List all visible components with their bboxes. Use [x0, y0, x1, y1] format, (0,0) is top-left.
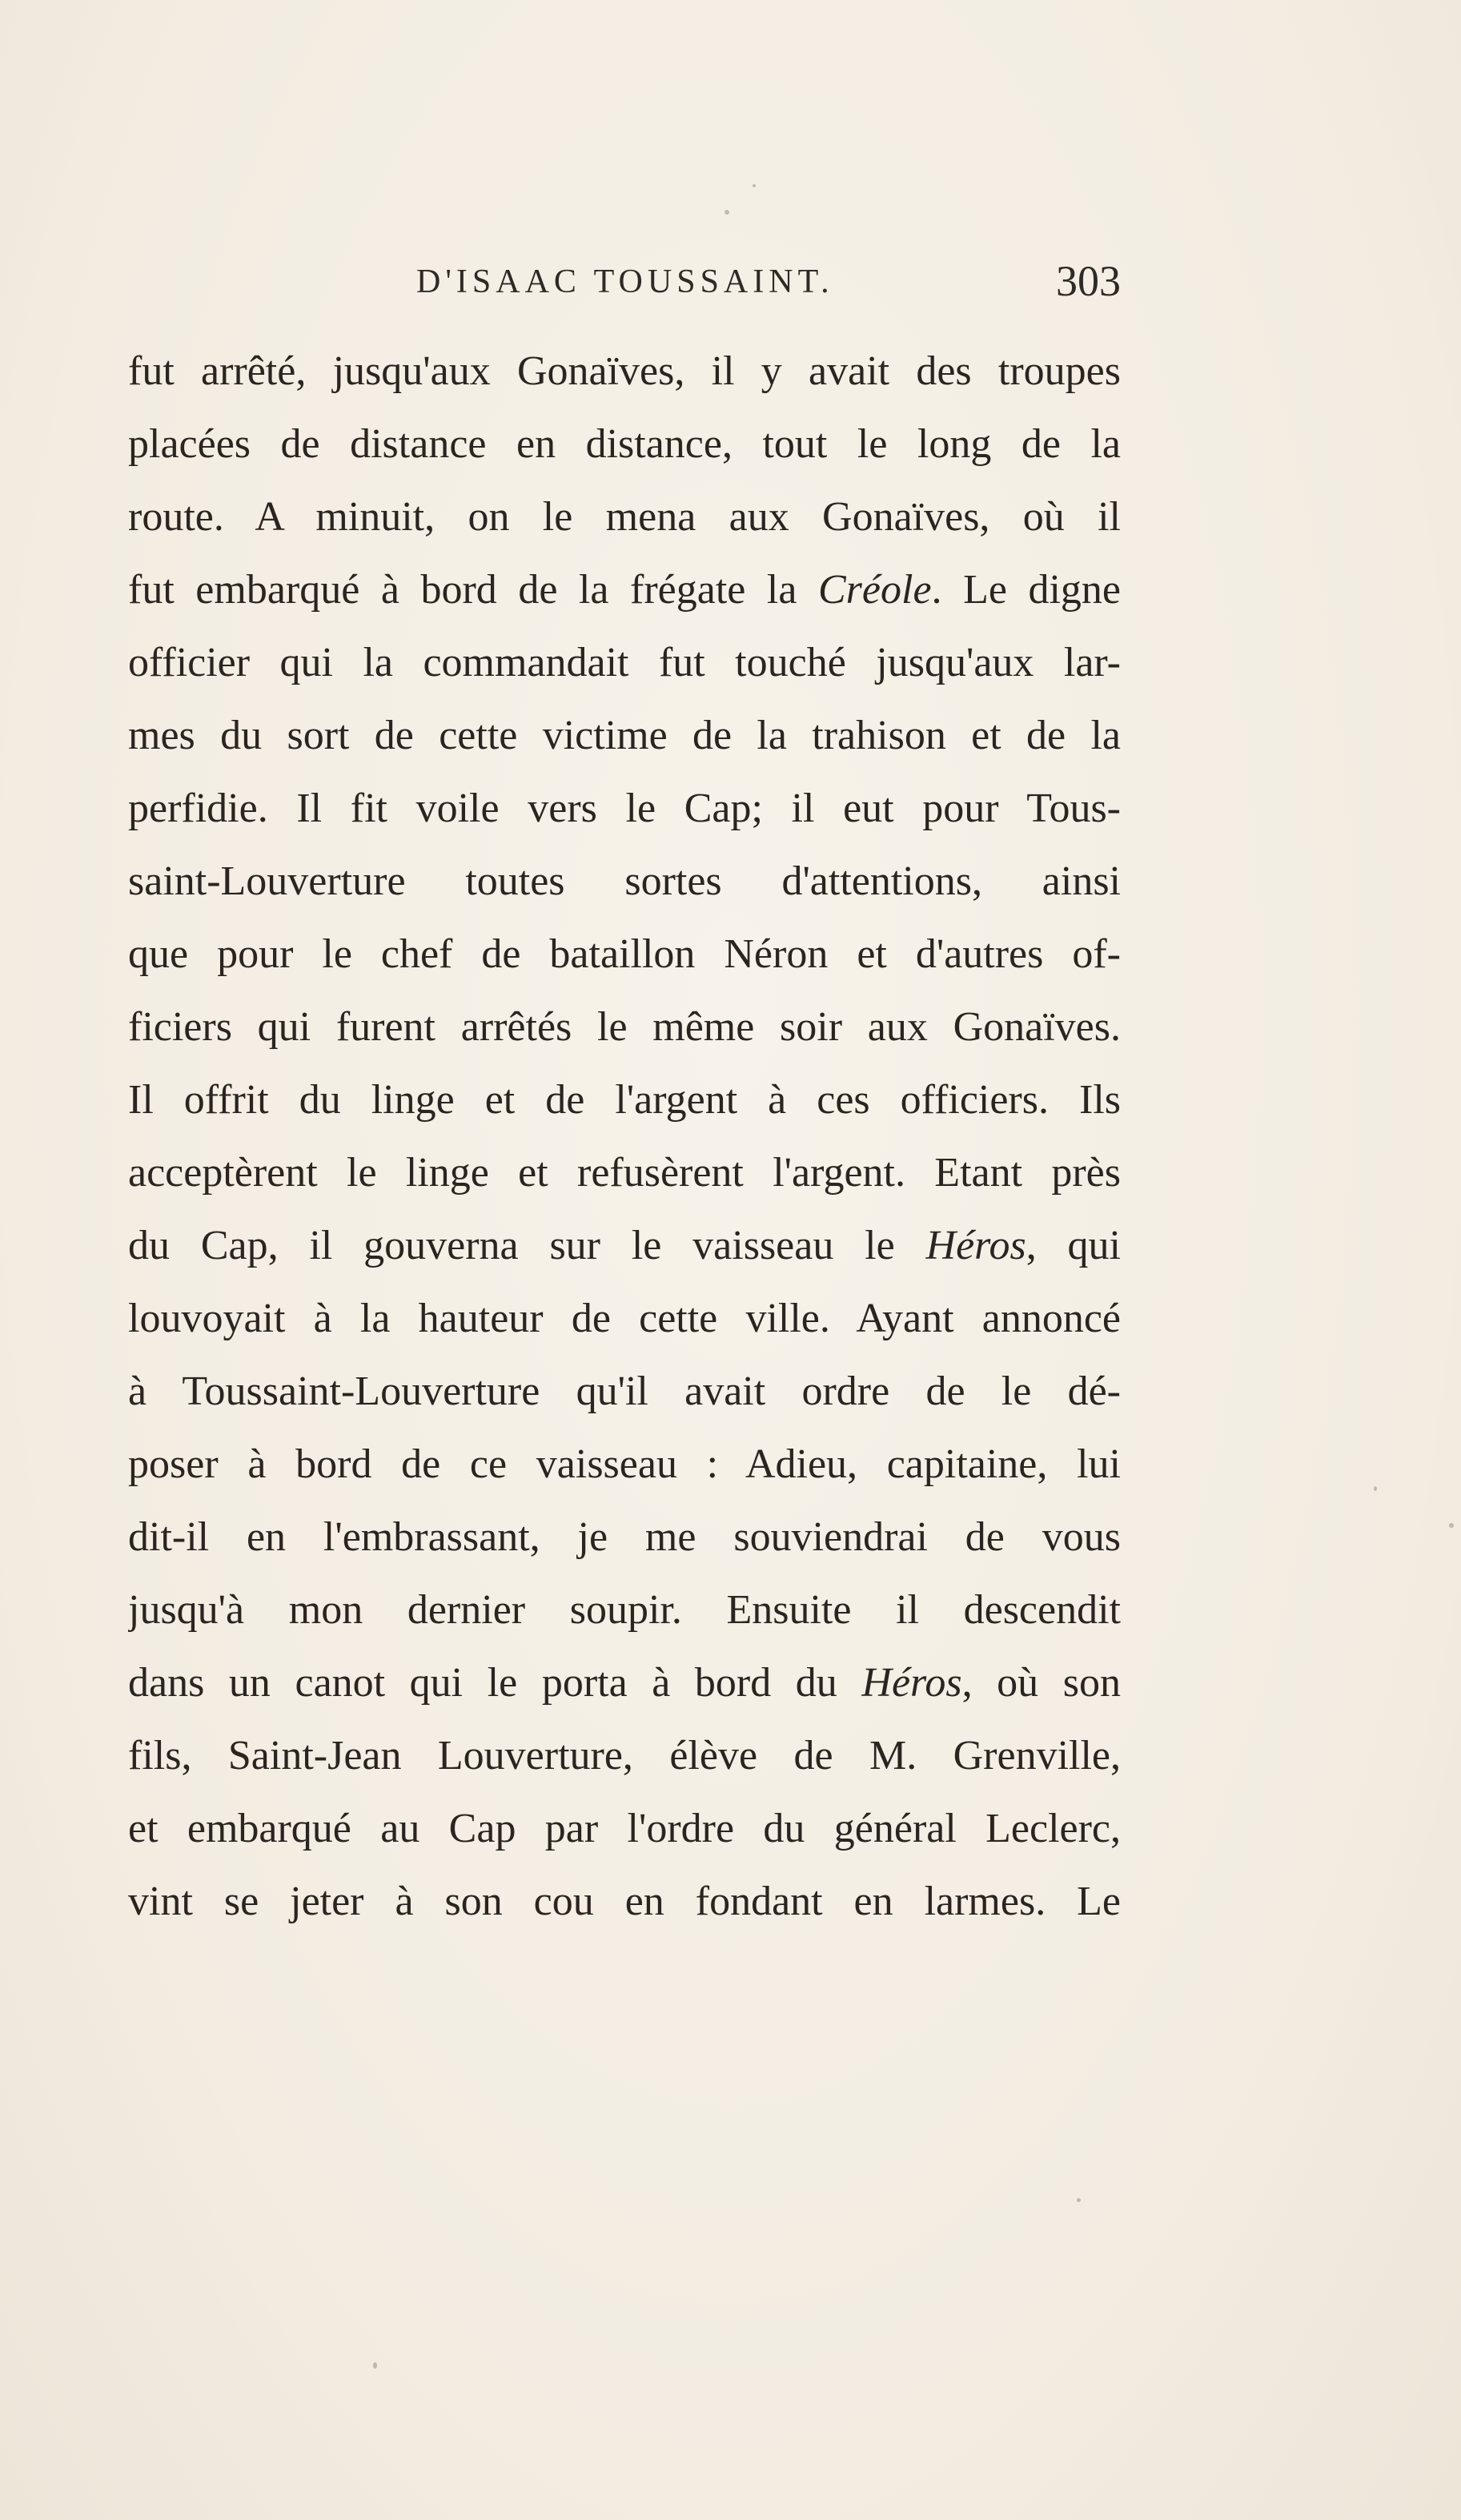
text-line-segment: route. A minuit, on le mena aux Gonaïves, où il: [128, 494, 1121, 540]
text-line-segment: dans un canot qui le porta à bord du: [128, 1660, 862, 1706]
text-line-segment: , où son: [961, 1660, 1121, 1706]
text-line-segment: que pour le chef de bataillon Néron et d'autres of-: [128, 931, 1121, 977]
text-line: [128, 772, 1121, 845]
text-line: [128, 1573, 1121, 1646]
text-line: [128, 918, 1121, 991]
text-line: [128, 1792, 1121, 1865]
text-line: [128, 1719, 1121, 1792]
running-head-title: D'ISAAC TOUSSAINT.: [416, 263, 834, 300]
text-line: [128, 1501, 1121, 1573]
text-line: [128, 1136, 1121, 1209]
text-line: [128, 480, 1121, 553]
text-line: [128, 1209, 1121, 1282]
running-head: [128, 256, 1121, 312]
paper-speck: [724, 210, 729, 215]
paper-speck: [1374, 1486, 1377, 1491]
italic-ship-name: Héros: [861, 1660, 962, 1706]
text-line-segment: fut arrêté, jusqu'aux Gonaïves, il y avait des troupes: [128, 348, 1121, 394]
text-line: [128, 991, 1121, 1063]
text-line: [128, 1355, 1121, 1428]
text-line-segment: jusqu'à mon dernier soupir. Ensuite il descendit: [128, 1587, 1121, 1633]
text-line: [128, 408, 1121, 480]
text-line-segment: ficiers qui furent arrêtés le même soir aux Gonaïves.: [128, 1004, 1121, 1050]
text-line: [128, 335, 1121, 408]
text-line-segment: perfidie. Il fit voile vers le Cap; il eut pour Tous-: [128, 786, 1121, 831]
text-line: [128, 845, 1121, 918]
text-line-segment: officier qui la commandait fut touché jusqu'aux lar-: [128, 640, 1121, 685]
text-line-segment: . Le digne: [931, 567, 1121, 613]
text-line-segment: vint se jeter à son cou en fondant en larmes. Le: [128, 1879, 1121, 1924]
text-line-segment: louvoyait à la hauteur de cette ville. Ayant annoncé: [128, 1296, 1121, 1341]
text-line-segment: du Cap, il gouverna sur le vaisseau le: [128, 1223, 926, 1268]
text-line-segment: mes du sort de cette victime de la trahison et de la: [128, 713, 1121, 758]
text-line-segment: Il offrit du linge et de l'argent à ces officiers. Ils: [128, 1077, 1121, 1123]
text-line: [128, 1646, 1121, 1719]
text-line: [128, 553, 1121, 626]
text-line-segment: et embarqué au Cap par l'ordre du général Leclerc,: [128, 1806, 1121, 1851]
text-line-segment: acceptèrent le linge et refusèrent l'argent. Etant près: [128, 1150, 1121, 1196]
text-line: [128, 1282, 1121, 1355]
text-line: [128, 1063, 1121, 1136]
text-line: [128, 1428, 1121, 1501]
text-line-segment: dit-il en l'embrassant, je me souviendrai de vous: [128, 1514, 1121, 1560]
text-line-segment: fils, Saint-Jean Louverture, élève de M. Grenville,: [128, 1733, 1121, 1778]
text-line-segment: poser à bord de ce vaisseau : Adieu, capitaine, lui: [128, 1441, 1121, 1487]
paper-speck: [1077, 2198, 1081, 2202]
text-line: [128, 1865, 1121, 1938]
text-line-segment: placées de distance en distance, tout le long de la: [128, 421, 1121, 467]
text-line: [128, 699, 1121, 772]
text-line-segment: saint-Louverture toutes sortes d'attentions, ainsi: [128, 858, 1121, 904]
text-line: [128, 626, 1121, 699]
paper-speck: [753, 184, 756, 187]
text-line-segment: fut embarqué à bord de la frégate la: [128, 567, 818, 613]
italic-ship-name: Héros: [925, 1223, 1026, 1268]
paper-speck: [1449, 1523, 1454, 1528]
paper-speck: [373, 2362, 377, 2369]
italic-ship-name: Créole: [818, 567, 932, 613]
text-line-segment: à Toussaint-Louverture qu'il avait ordre de le dé-: [128, 1369, 1121, 1414]
body-text: [128, 335, 1121, 1938]
page-number: 303: [1056, 257, 1121, 305]
text-line-segment: , qui: [1026, 1223, 1121, 1268]
